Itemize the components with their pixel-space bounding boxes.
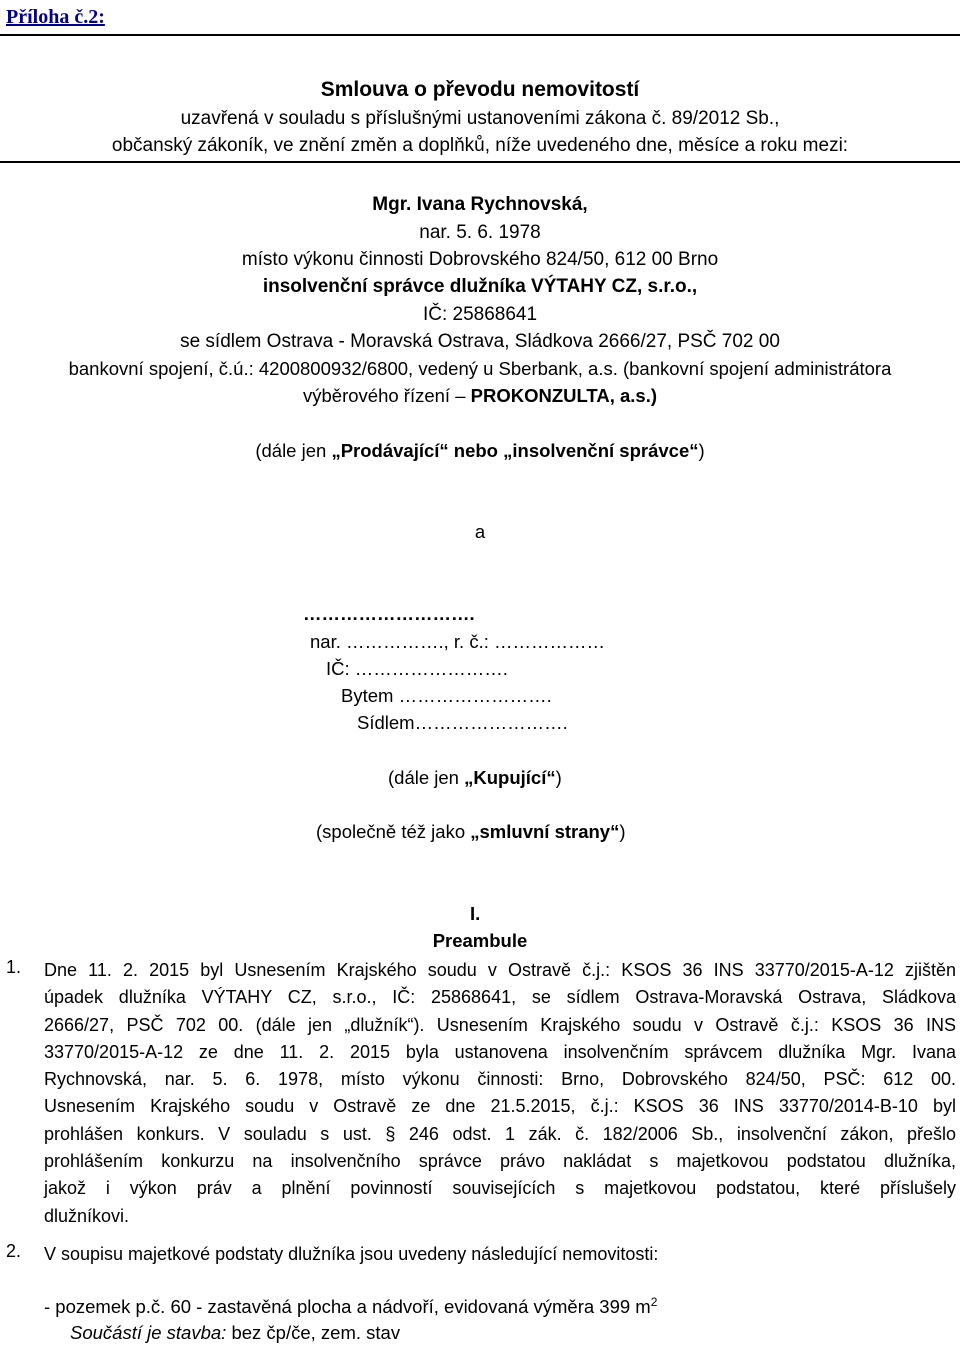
buyer-ico: IČ: ……………………. — [326, 658, 508, 679]
item-1-line: prohlášen konkurs. V souladu s ust. § 246 odst. 1 zák. č. 182/2006 Sb., insolvenční zákon, přešlo — [44, 1123, 956, 1144]
item-1-line: dlužníkovi. — [44, 1205, 130, 1226]
property-line1 — [44, 1296, 657, 1318]
buyer-alias-prefix: (dále jen — [388, 767, 465, 788]
section-number: I. — [470, 903, 481, 924]
item-2-paragraph — [44, 1241, 956, 1268]
seller-workplace: místo výkonu činnosti Dobrovského 824/50, 612 00 Brno — [241, 249, 719, 270]
parties-connector: a — [474, 521, 486, 542]
item-1-paragraph — [44, 957, 956, 1230]
parties-alias-suffix: ) — [619, 821, 626, 842]
seller-ico: IČ: 25868641 — [422, 304, 538, 325]
seller-alias — [0, 440, 960, 462]
item-1-line: 33770/2015-A-12 ze dne 11. 2. 2015 byla ustanovena insolvenčním správcem dlužníka Mgr. Ivana — [44, 1041, 956, 1062]
buyer-residence: Bytem ……………………. — [341, 685, 552, 706]
seller-birth: nar. 5. 6. 1978 — [419, 222, 541, 243]
item-2-number: 2. — [6, 1241, 22, 1261]
item-1-line: Usnesením Krajského soudu v Ostravě ze dne 21.5.2015, č.j.: KSOS 36 INS 33770/2014-B-10 byl — [44, 1096, 956, 1117]
property-area-exponent: 2 — [650, 1294, 658, 1309]
parties-alias — [316, 821, 626, 843]
item-1-line: Rychnovská, nar. 5. 6. 1978, místo výkonu činnosti: Brno, Dobrovského 824/50, PSČ: 612 00. — [44, 1069, 956, 1090]
seller-role: insolvenční správce dlužníka VÝTAHY CZ, s.r.o., — [262, 276, 698, 297]
item-1-line: 2666/27, PSČ 702 00. (dále jen „dlužník“). Usnesením Krajského soudu v Ostravě č.j.: KSOS 36 INS — [44, 1014, 956, 1035]
seller-alias-prefix: (dále jen — [255, 440, 332, 461]
seller-seat: se sídlem Ostrava - Moravská Ostrava, Sládkova 2666/27, PSČ 702 00 — [180, 331, 780, 352]
seller-alias-suffix: ) — [698, 440, 705, 461]
seller-bank-line1: bankovní spojení, č.ú.: 4200800932/6800, vedený u Sberbank, a.s. (bankovní spojení administrátora — [68, 358, 892, 379]
contract-subtitle-line1: uzavřená v souladu s příslušnými ustanoveními zákona č. 89/2012 Sb., — [180, 108, 780, 129]
property-building-label: Součástí je stavba: — [70, 1322, 227, 1343]
section-title: Preambule — [432, 930, 528, 951]
buyer-seat: Sídlem……………………. — [357, 712, 568, 733]
parties-alias-prefix: (společně též jako — [316, 821, 471, 842]
seller-bank-administrator: PROKONZULTA, a.s.) — [470, 385, 657, 406]
item-1-line: jakož i výkon práv a plnění povinností souvisejících s majetkovou podstatou, které příslušely — [44, 1178, 956, 1199]
item-1-line: úpadek dlužníka VÝTAHY CZ, s.r.o., IČ: 25868641, se sídlem Ostrava-Moravská Ostrava, Sládkova — [44, 987, 956, 1008]
property-building-value: bez čp/če, zem. stav — [226, 1322, 401, 1343]
contract-title: Smlouva o převodu nemovitostí — [320, 78, 640, 101]
attachment-label: Příloha č.2: — [6, 6, 105, 28]
buyer-birth: nar. ……………., r. č.: ……………… — [310, 631, 606, 652]
subtitle-rule — [0, 161, 960, 163]
contract-subtitle-line2: občanský zákoník, ve znění změn a doplňků, níže uvedeného dne, měsíce a roku mezi: — [111, 135, 849, 156]
seller-name: Mgr. Ivana Rychnovská, — [372, 194, 588, 215]
seller-bank-line2 — [0, 385, 960, 407]
header-rule — [0, 34, 960, 36]
seller-alias-terms: „Prodávající“ nebo „insolvenční správce“ — [331, 440, 699, 461]
seller-bank-line2-text: výběrového řízení – — [303, 385, 471, 406]
item-1-line: Dne 11. 2. 2015 byl Usnesením Krajského soudu v Ostravě č.j.: KSOS 36 INS 33770/2015-A-12 zjištěn — [44, 960, 956, 980]
buyer-alias — [388, 767, 562, 789]
buyer-alias-suffix: ) — [555, 767, 562, 788]
parties-alias-term: „smluvní strany“ — [470, 821, 620, 842]
property-description: - pozemek p.č. 60 - zastavěná plocha a nádvoří, evidovaná výměra 399 m — [44, 1296, 651, 1317]
buyer-alias-term: „Kupující“ — [464, 767, 556, 788]
item-2-line: V soupisu majetkové podstaty dlužníka jsou uvedeny následující nemovitosti: — [44, 1244, 659, 1264]
property-line2 — [70, 1322, 400, 1344]
item-1-number: 1. — [6, 957, 22, 977]
item-1-line: prohlášením konkurzu na insolvenčního správce právo nakládat s majetkovou podstatou dlužníka, — [44, 1151, 956, 1172]
buyer-name-blank: ………………………. — [303, 603, 475, 624]
